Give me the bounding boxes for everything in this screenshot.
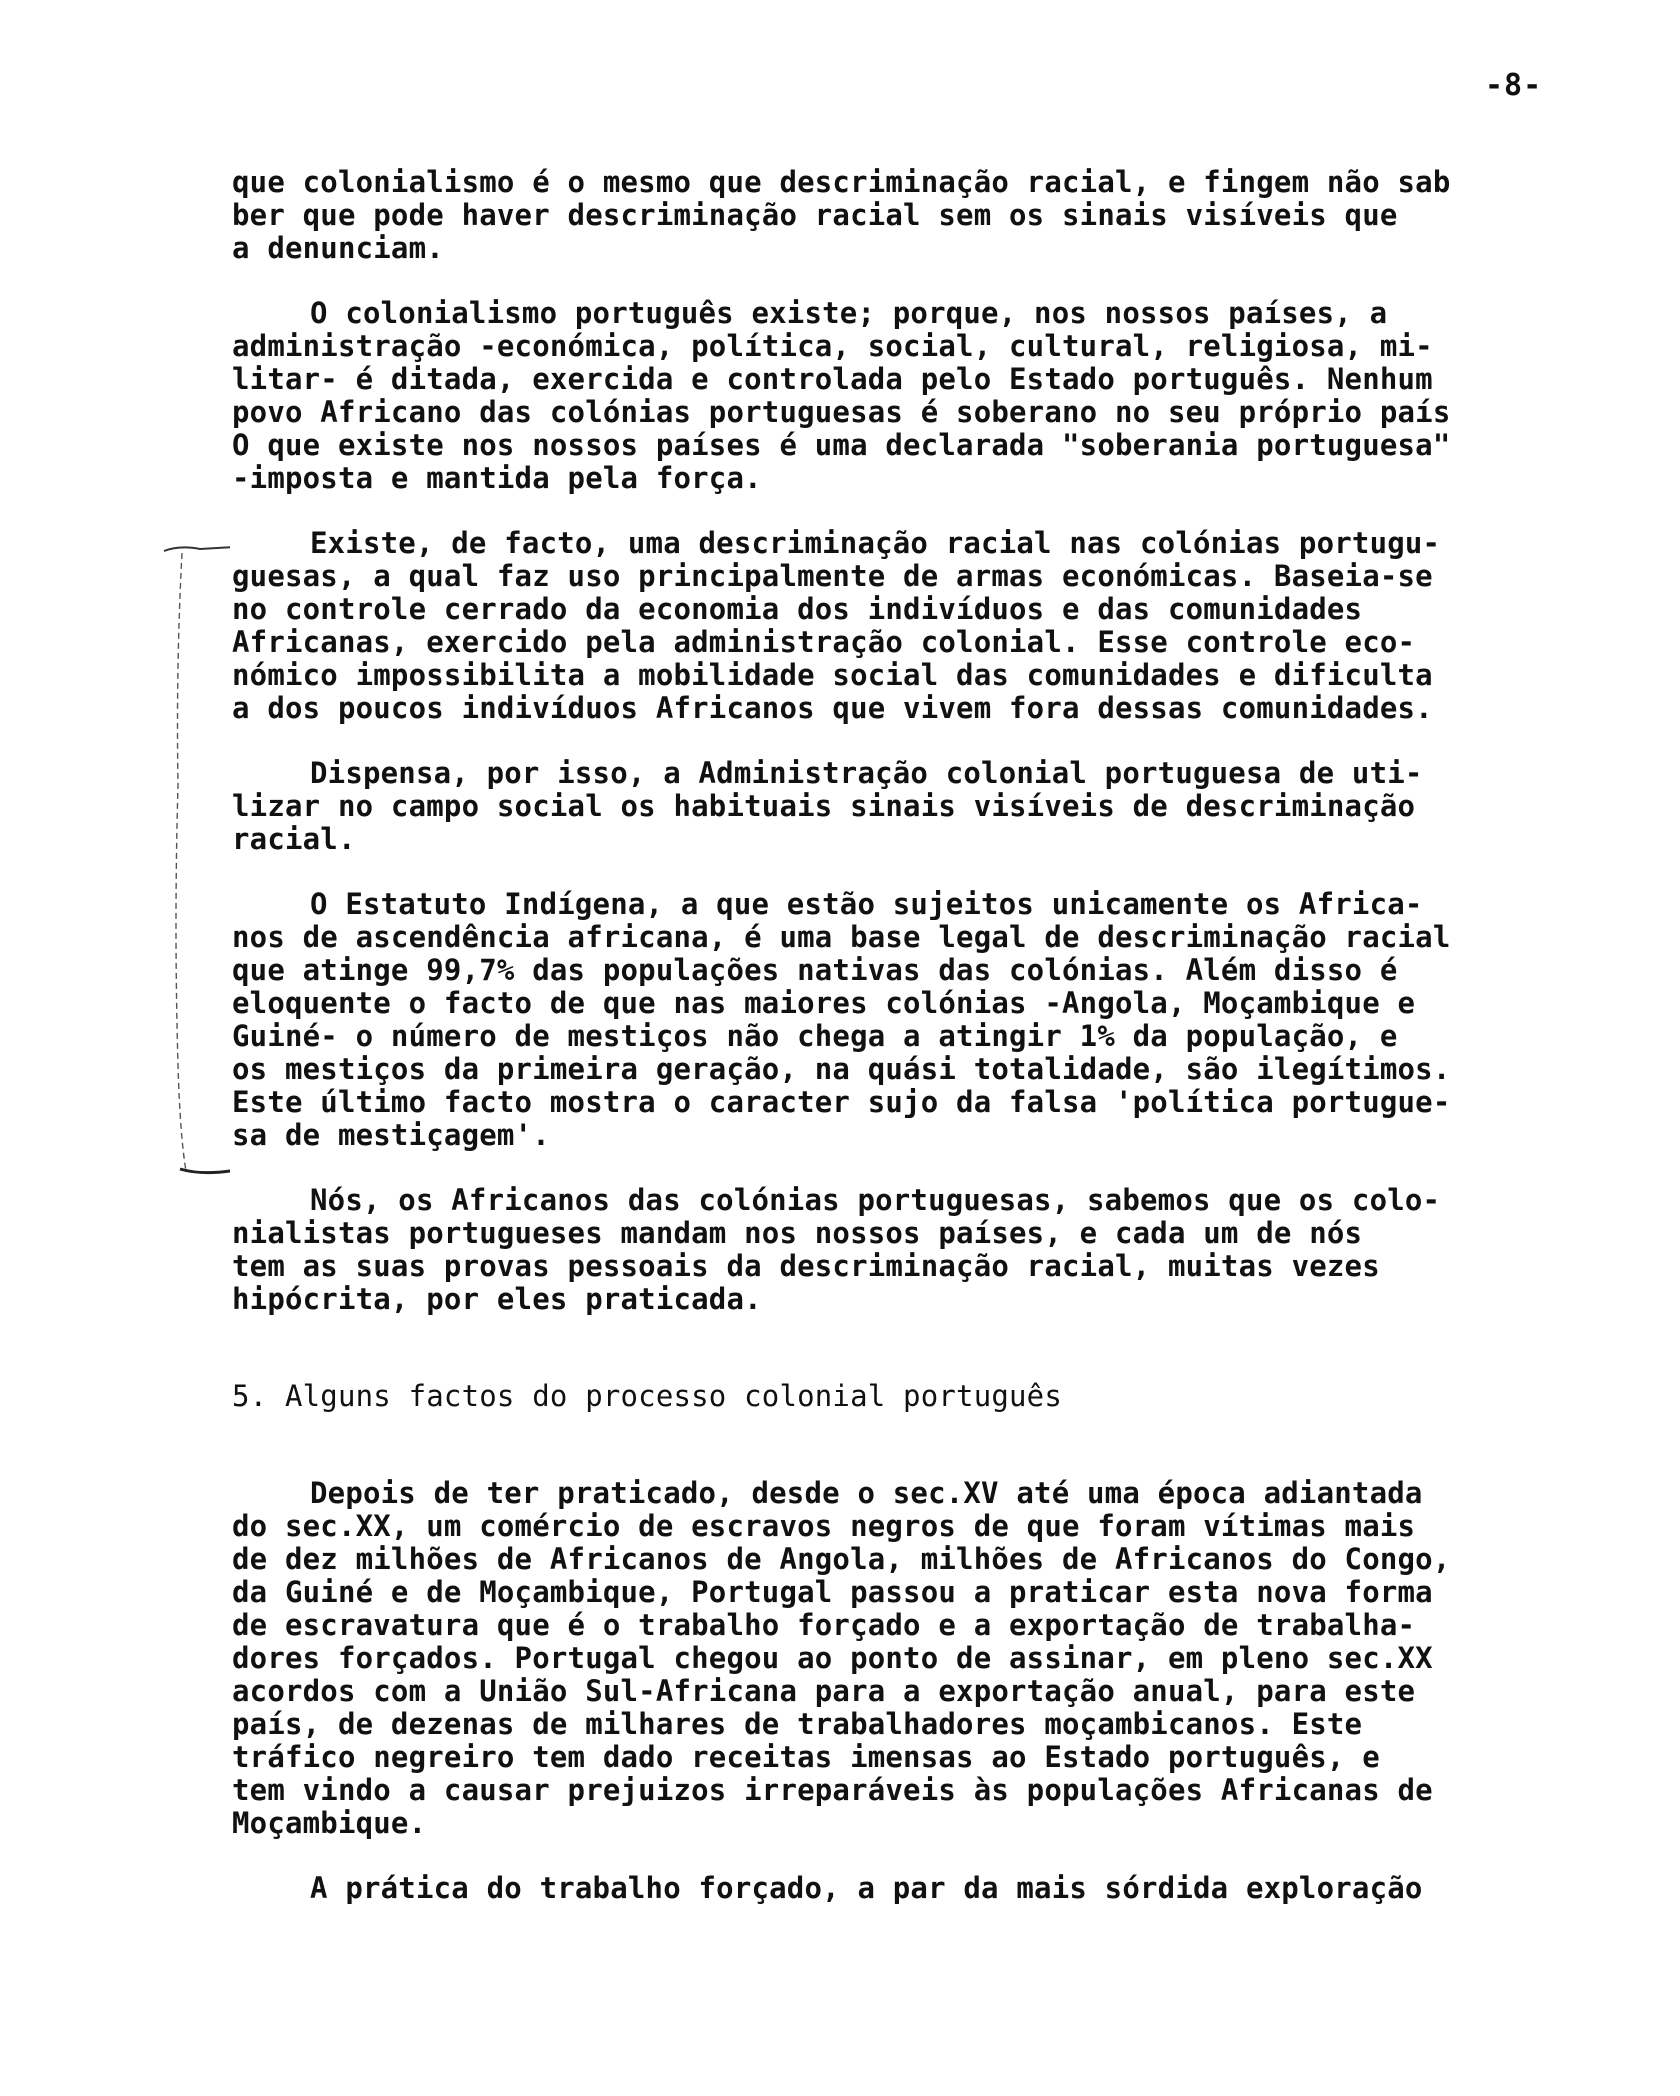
text-line: hipócrita, por eles praticada. bbox=[232, 1282, 762, 1316]
text-line: lizar no campo social os habituais sinais visíveis de descriminação bbox=[232, 789, 1416, 823]
text-line: sa de mestiçagem'. bbox=[232, 1118, 550, 1152]
text-line: tráfico negreiro tem dado receitas imensas ao Estado português, e bbox=[232, 1740, 1380, 1774]
text-line: povo Africano das colónias portuguesas é soberano no seu próprio país bbox=[232, 395, 1451, 429]
text-line: tem vindo a causar prejuizos irreparáveis às populações Africanas de bbox=[232, 1773, 1433, 1807]
text-line: Guiné- o número de mestiços não chega a atingir 1% da população, e bbox=[232, 1019, 1398, 1053]
text-line: no controle cerrado da economia dos indivíduos e das comunidades bbox=[232, 592, 1363, 626]
text-line: ber que pode haver descriminação racial sem os sinais visíveis que bbox=[232, 198, 1398, 232]
paragraph-gap bbox=[232, 1152, 1652, 1184]
text-line: nómico impossibilita a mobilidade social das comunidades e dificulta bbox=[232, 658, 1433, 692]
text-line: Africanas, exercido pela administração colonial. Esse controle eco- bbox=[232, 625, 1416, 659]
text-line: administração -económica, política, social, cultural, religiosa, mi- bbox=[232, 329, 1433, 363]
document-body bbox=[232, 166, 1652, 1905]
text-line: litar- é ditada, exercida e controlada pelo Estado português. Nenhum bbox=[232, 362, 1433, 396]
paragraph bbox=[232, 757, 1652, 856]
paragraph-gap bbox=[232, 265, 1652, 297]
text-line: Nós, os Africanos das colónias portuguesas, sabemos que os colo- bbox=[310, 1183, 1441, 1217]
text-line: acordos com a União Sul-Africana para a exportação anual, para este bbox=[232, 1674, 1416, 1708]
text-line: de escravatura que é o trabalho forçado e a exportação de trabalha- bbox=[232, 1608, 1416, 1642]
text-line: O que existe nos nossos países é uma declarada "soberania portuguesa" bbox=[232, 428, 1451, 462]
paragraph bbox=[232, 297, 1652, 495]
section-gap bbox=[232, 1413, 1652, 1477]
page-number: -8- bbox=[1485, 68, 1543, 103]
text-line: que colonialismo é o mesmo que descriminação racial, e fingem não sab bbox=[232, 165, 1451, 199]
text-line: país, de dezenas de milhares de trabalhadores moçambicanos. Este bbox=[232, 1707, 1363, 1741]
paragraph-gap bbox=[232, 1840, 1652, 1872]
text-line: racial. bbox=[232, 822, 356, 856]
paragraph-gap bbox=[232, 725, 1652, 757]
text-line: Este último facto mostra o caracter sujo da falsa 'política portugue- bbox=[232, 1085, 1451, 1119]
paragraph bbox=[232, 1477, 1652, 1840]
paragraph bbox=[232, 166, 1652, 265]
text-line: O colonialismo português existe; porque, nos nossos países, a bbox=[310, 296, 1388, 330]
text-line: os mestiços da primeira geração, na quási totalidade, são ilegítimos. bbox=[232, 1052, 1451, 1086]
text-line: Existe, de facto, uma descriminação racial nas colónias portugu- bbox=[310, 526, 1441, 560]
paragraph bbox=[232, 527, 1652, 725]
text-line: guesas, a qual faz uso principalmente de armas económicas. Baseia-se bbox=[232, 559, 1433, 593]
text-line: Dispensa, por isso, a Administração colonial portuguesa de uti- bbox=[310, 756, 1423, 790]
text-line: a dos poucos indivíduos Africanos que vivem fora dessas comunidades. bbox=[232, 691, 1433, 725]
text-line: eloquente o facto de que nas maiores colónias -Angola, Moçambique e bbox=[232, 986, 1416, 1020]
text-line: da Guiné e de Moçambique, Portugal passou a praticar esta nova forma bbox=[232, 1575, 1433, 1609]
text-line: que atinge 99,7% das populações nativas das colónias. Além disso é bbox=[232, 953, 1398, 987]
section-heading: 5. Alguns factos do processo colonial português bbox=[232, 1379, 1062, 1413]
paragraph bbox=[232, 1184, 1652, 1316]
text-line: -imposta e mantida pela força. bbox=[232, 461, 762, 495]
paragraph bbox=[232, 1872, 1652, 1905]
text-line: nialistas portugueses mandam nos nossos países, e cada um de nós bbox=[232, 1216, 1363, 1250]
text-line: A prática do trabalho forçado, a par da mais sórdida exploração bbox=[310, 1871, 1423, 1905]
paragraph bbox=[232, 888, 1652, 1152]
text-line: nos de ascendência africana, é uma base legal de descriminação racial bbox=[232, 920, 1451, 954]
text-line: tem as suas provas pessoais da descriminação racial, muitas vezes bbox=[232, 1249, 1380, 1283]
paragraph-gap bbox=[232, 495, 1652, 527]
section-gap bbox=[232, 1316, 1652, 1380]
text-line: do sec.XX, um comércio de escravos negros de que foram vítimas mais bbox=[232, 1509, 1416, 1543]
text-line: O Estatuto Indígena, a que estão sujeitos unicamente os Africa- bbox=[310, 887, 1423, 921]
text-line: dores forçados. Portugal chegou ao ponto de assinar, em pleno sec.XX bbox=[232, 1641, 1433, 1675]
paragraph-gap bbox=[232, 856, 1652, 888]
text-line: de dez milhões de Africanos de Angola, milhões de Africanos do Congo, bbox=[232, 1542, 1451, 1576]
text-line: a denunciam. bbox=[232, 231, 444, 265]
text-line: Moçambique. bbox=[232, 1806, 427, 1840]
margin-bracket-mark bbox=[160, 545, 230, 1185]
text-line: Depois de ter praticado, desde o sec.XV até uma época adiantada bbox=[310, 1476, 1423, 1510]
